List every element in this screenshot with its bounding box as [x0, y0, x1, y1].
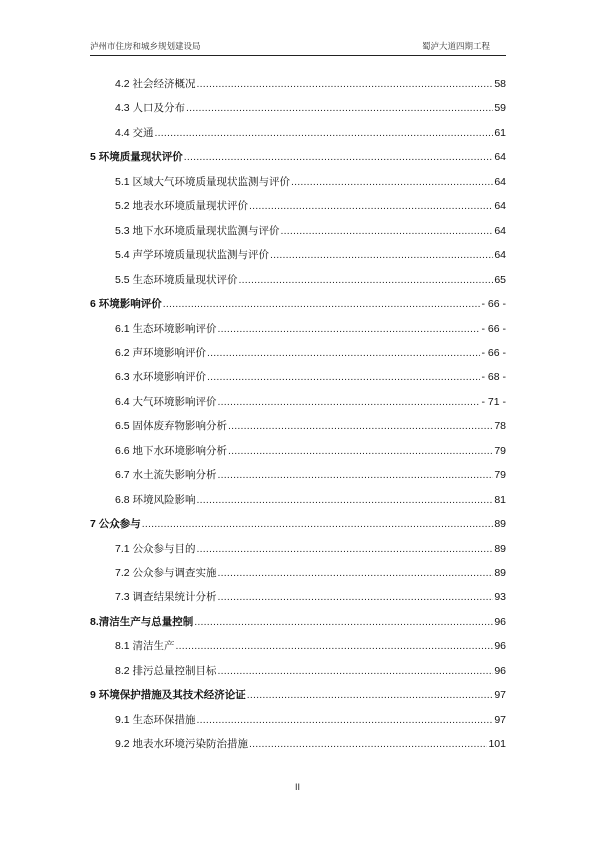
toc-entry[interactable] — [115, 639, 506, 653]
toc-entry-title: 9 环境保护措施及其技术经济论证 — [90, 689, 246, 702]
toc-leader-dots — [218, 468, 494, 482]
toc-entry[interactable] — [90, 150, 506, 164]
toc-entry[interactable] — [115, 737, 506, 751]
toc-entry-title: 8.清洁生产与总量控制 — [90, 615, 194, 628]
toc-entry-page: 64 — [494, 151, 506, 164]
toc-leader-dots — [197, 713, 494, 727]
toc-entry-page: 59 — [494, 102, 506, 115]
toc-entry-page: 58 — [494, 78, 506, 90]
toc-leader-dots — [163, 297, 481, 311]
toc-leader-dots — [142, 517, 494, 531]
toc-entry-title: 5 环境质量现状评价 — [90, 151, 183, 164]
toc-leader-dots — [218, 566, 494, 580]
toc-entry[interactable] — [115, 370, 506, 384]
toc-entry-page: 65 — [494, 273, 506, 286]
toc-entry-page: - 66 - — [481, 346, 506, 359]
toc-leader-dots — [155, 126, 494, 140]
toc-entry-title: 5.4 声学环境质量现状监测与评价 — [115, 249, 270, 262]
toc-leader-dots — [228, 419, 493, 433]
toc-leader-dots — [270, 248, 493, 262]
toc-leader-dots — [249, 199, 493, 213]
toc-entry-page: 79 — [494, 444, 506, 457]
toc-entry[interactable] — [115, 199, 506, 213]
toc-leader-dots — [228, 444, 493, 458]
toc-entry-page: 64 — [494, 175, 506, 188]
toc-entry-page: - 71 - — [481, 395, 506, 408]
toc-entry[interactable] — [115, 346, 506, 360]
toc-entry-title: 4.3 人口及分布 — [115, 102, 186, 115]
toc-entry[interactable] — [115, 273, 506, 287]
toc-entry-page: 96 — [494, 615, 506, 628]
toc-entry-title: 6.7 水土流失影响分析 — [115, 469, 217, 482]
toc-entry-title: 7.1 公众参与目的 — [115, 542, 196, 555]
toc-entry[interactable] — [115, 322, 506, 336]
toc-entry[interactable] — [115, 444, 506, 458]
toc-entry[interactable] — [115, 248, 506, 262]
toc-entry-title: 5.3 地下水环境质量现状监测与评价 — [115, 224, 280, 237]
toc-entry[interactable] — [115, 713, 506, 727]
toc-entry-page: 93 — [494, 591, 506, 604]
toc-leader-dots — [184, 150, 494, 164]
toc-entry-title: 9.1 生态环保措施 — [115, 713, 196, 726]
toc-leader-dots — [218, 590, 494, 604]
toc-leader-dots — [249, 737, 487, 751]
page-number: II — [294, 782, 300, 792]
toc-entry-title: 6.5 固体废弃物影响分析 — [115, 420, 228, 433]
toc-entry-title: 6.4 大气环境影响评价 — [115, 395, 217, 408]
toc-entry-page: 96 — [494, 640, 506, 653]
toc-entry-page: 97 — [494, 713, 506, 726]
toc-entry[interactable] — [115, 664, 506, 678]
toc-entry-title: 5.1 区域大气环境质量现状监测与评价 — [115, 175, 291, 188]
toc-entry-page: 89 — [494, 518, 506, 531]
toc-entry-title: 9.2 地表水环境污染防治措施 — [115, 738, 249, 751]
toc-entry-page: 81 — [494, 493, 506, 506]
toc-entry[interactable] — [115, 542, 506, 556]
toc-leader-dots — [207, 346, 480, 360]
toc-entry-title: 6 环境影响评价 — [90, 298, 162, 311]
toc-entry[interactable] — [115, 101, 506, 115]
toc-entry-page: 101 — [488, 738, 506, 751]
toc-entry-page: 96 — [494, 664, 506, 677]
toc-entry-title: 6.3 水环境影响评价 — [115, 371, 207, 384]
toc-entry[interactable] — [90, 688, 506, 702]
toc-entry-title: 8.2 排污总量控制目标 — [115, 664, 217, 677]
toc-entry[interactable] — [90, 517, 506, 531]
toc-leader-dots — [197, 542, 494, 556]
toc-entry-page: 64 — [494, 224, 506, 237]
toc-entry-page: 97 — [494, 689, 506, 702]
toc-entry[interactable] — [115, 590, 506, 604]
toc-entry-page: 89 — [494, 542, 506, 555]
toc-entry-title: 7.2 公众参与调查实施 — [115, 567, 217, 579]
toc-leader-dots — [197, 493, 494, 507]
toc-entry-page: 64 — [494, 200, 506, 213]
toc-leader-dots — [218, 664, 494, 678]
toc-leader-dots — [281, 224, 494, 238]
toc-entry-page: - 66 - — [481, 322, 506, 335]
toc-leader-dots — [247, 688, 494, 702]
toc-leader-dots — [194, 615, 493, 629]
toc-entry[interactable] — [115, 175, 506, 189]
toc-entry[interactable] — [90, 297, 506, 311]
header-organization: 泸州市住房和城乡规划建设局 — [90, 42, 201, 52]
toc-entry-page: 79 — [494, 469, 506, 482]
toc-entry-page: 89 — [494, 567, 506, 579]
toc-entry[interactable] — [115, 395, 506, 409]
toc-entry[interactable] — [115, 566, 506, 580]
toc-leader-dots — [218, 322, 481, 336]
toc-leader-dots — [239, 273, 494, 287]
toc-entry-title: 4.2 社会经济概况 — [115, 78, 196, 90]
toc-entry[interactable] — [90, 615, 506, 629]
toc-entry[interactable] — [115, 224, 506, 238]
toc-entry-title: 5.5 生态环境质量现状评价 — [115, 273, 238, 286]
toc-entry-title: 6.8 环境风险影响 — [115, 493, 196, 506]
toc-entry[interactable] — [115, 468, 506, 482]
toc-entry[interactable] — [115, 419, 506, 433]
toc-entry-page: - 68 - — [481, 371, 506, 384]
toc-leader-dots — [176, 639, 494, 653]
toc-entry[interactable] — [115, 493, 506, 507]
toc-entry-title: 5.2 地表水环境质量现状评价 — [115, 200, 249, 213]
header-project: 蜀泸大道四期工程 — [421, 42, 490, 52]
toc-entry-page: 61 — [494, 126, 506, 139]
toc-leader-dots — [186, 101, 493, 115]
toc-entry-title: 6.1 生态环境影响评价 — [115, 322, 217, 335]
toc-entry-title: 6.6 地下水环境影响分析 — [115, 444, 228, 457]
toc-entry-title: 4.4 交通 — [115, 126, 154, 139]
toc-entry-title: 6.2 声环境影响评价 — [115, 346, 207, 359]
toc-entry-page: 64 — [494, 249, 506, 262]
toc-leader-dots — [197, 77, 494, 91]
toc-entry-title: 7.3 调查结果统计分析 — [115, 591, 217, 604]
toc-entry-page: - 66 - — [481, 298, 506, 311]
toc-leader-dots — [207, 370, 480, 384]
toc-entry-title: 8.1 清洁生产 — [115, 640, 175, 653]
toc-entry[interactable] — [115, 77, 506, 91]
toc-entry[interactable] — [115, 126, 506, 140]
toc-leader-dots — [218, 395, 481, 409]
toc-entry-title: 7 公众参与 — [90, 518, 141, 531]
toc-entry-page: 78 — [494, 420, 506, 433]
toc-leader-dots — [291, 175, 493, 189]
